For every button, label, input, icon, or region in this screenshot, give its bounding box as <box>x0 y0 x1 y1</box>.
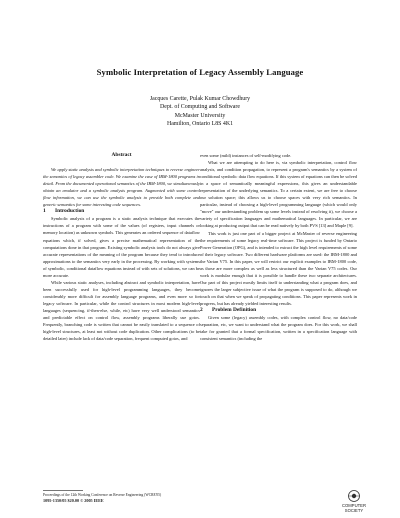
right-column <box>200 152 357 342</box>
paragraph: even some (mild) instances of self-modifying code. <box>200 153 292 158</box>
section-title: Problem Definition <box>212 307 257 314</box>
paragraph: This work is just one part of a bigger project at McMaster of reverse engineering the requirements of some legacy real-time software. This project is funded by Ontario Power Generation (OPG), and is intended to extract the high level requirements of some of their legacy software. Two different hardware platforms are used: the IBM-1800 and the Varian V75. In this paper, we will restrict our explicit examples to IBM-1800 code, as those are more complex as well as less structured than the Varian V75 codes. Our work is modular enough that it is possible to handle these two separate architectures. Our part of this project mostly limits itself to understanding what a program does, and ignores the larger subjective issue of what the program is supposed to do, although we touch on that when we speak of propagating conditions. This paper represents work in progress, but has already yielded interesting results. <box>200 230 357 306</box>
author-city: Hamilton, Ontario L8S 4K1 <box>166 121 234 128</box>
section-heading-problem-definition <box>200 307 357 314</box>
logo-line2: SOCIETY <box>344 507 364 513</box>
section-title: Introduction <box>55 208 85 215</box>
abstract-text: We apply static analysis and symbolic interpretation techniques to reverse engineer the semantics of legacy assembler code. We examine the case of IBM-1800 programs in detail. From the documented operational semantics of the IBM-1800, we simultaneously obtain an emulator and a symbolic analysis program. Augmented with some control flow information, we can use the symbolic analysis to provide both complete and generic semantics for some interesting code sequences. <box>43 167 200 208</box>
author-dept: Dept. of Computing and Software <box>159 104 240 111</box>
section-number: 2 <box>200 307 203 314</box>
left-column <box>43 152 200 342</box>
section-heading-introduction <box>43 208 200 215</box>
computer-society-logo-text <box>336 504 372 513</box>
abstract-heading: Abstract <box>111 152 132 158</box>
section-number: 1 <box>43 208 46 215</box>
footer-isbn: 1095-1350/05 $20.00 © 2005 IEEE <box>43 498 104 503</box>
paper-title: Symbolic Interpretation of Legacy Assembly Language <box>96 67 304 77</box>
footer <box>43 493 161 503</box>
footer-rule <box>43 490 83 491</box>
logo-line1: COMPUTER <box>342 503 366 508</box>
paragraph: What we are attempting to do here is, via symbolic interpretation, control flow analysis, and condition propagation, to represent a program's semantics by a system of conditional symbolic data flow equations. If this system of equations can then be solved in a space of semantically meaningful expressions, this gives an understandable representation of the underlying semantics. To a certain extent, we are free to choose our solution space; this allows us to choose spaces with very rich semantics. In particular, instead of choosing a high-level programming language (which would only "move" our understanding problem up some levels instead of resolving it), we choose a variety of specification languages and mathematical languages. In particular, we are looking at producing output that can be read natively by both PVS [13] and Maple [9]. <box>200 160 357 229</box>
author-university: McMaster University <box>174 112 226 119</box>
footer-proceedings: Proceedings of the 12th Working Conference on Reverse Engineering (WCRE'05) <box>43 493 162 497</box>
author-block <box>0 95 400 129</box>
paragraph: While various static analyses, including abstract and symbolic interpretation, have been successfully used for high-level programming languages, they become considerably more difficult for assembly language programs, and even more so for legacy software. In particular, while the control structures in most modern high-level languages (sequencing, if-then-else, while, etc) have very well understood semantics and predictable effect on control flow, assembly programs liberally use gotos. Frequently, branching code is written that cannot be easily translated to a sequence of high-level structures, at least not without code duplication. Other complications (to be detailed later) include lack of data/code separation, frequent computed gotos, and <box>43 279 200 342</box>
paragraph: Given some (legacy) assembly codes, with complex control flow, no data/code separation, etc, we want to understand what the program does. For this work, we shall take for granted that a formal specification, written in a specification language with consistent semantics (including the <box>200 315 357 342</box>
paragraph: Symbolic analysis of a program is a static analysis technique that executes the instructions of a program with some of the values (of registers, input channels or memory location) as unknown symbols. This generates an ordered sequence of dataflow equations which, if solved, gives a precise mathematical representation of the computations done in that program. Existing symbolic analysis tools do not always give accurate representations of the meaning of the program because they tend to introduce approximations to the semantics very early in the processing. By working with systems of symbolic, conditional dataflow equations instead of with sets of solutions, we can be more accurate. <box>43 216 200 278</box>
author-names: Jacques Carette, Pulak Kumar Chowdhury <box>149 96 251 102</box>
